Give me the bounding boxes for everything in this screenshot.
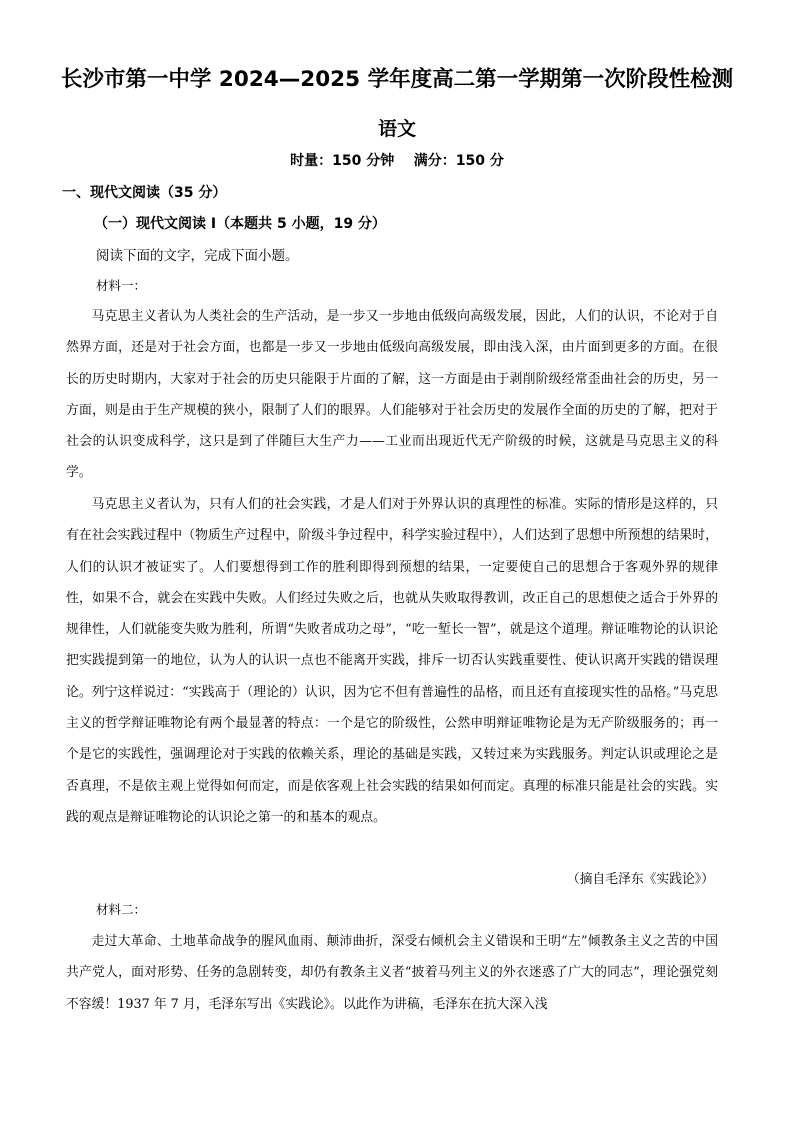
exam-meta: 时量：150 分钟 满分：150 分	[290, 153, 504, 169]
subsection-heading: （一）现代文阅读 I（本题共 5 小题，19 分）	[94, 216, 386, 232]
material-two-label: 材料二：	[96, 902, 147, 917]
exam-subject: 语文	[377, 118, 416, 140]
exam-title: 长沙市第一中学 2024—2025 学年度高二第一学期第一次阶段性检测	[60, 67, 734, 92]
material-one-paragraph: 马克思主义者认为，只有人们的社会实践，才是人们对于外界认识的真理性的标准。实际的情形是这样的，只有在社会实践过程中（物质生产过程中，阶级斗争过程中，科学实验过程中），人们达到了思想中所预想的结果时，人们的认识才被证实了。人们要想得到工作的胜利即得到预想的结果，一定要使自己的思想合于客观外界的规律性，如果不合，就会在实践中失败。人们经过失败之后，也就从失败取得教训，改正自己的思想使之适合于外界的规律性，人们就能变失败为胜利，所谓“失败者成功之母”，“吃一堑长一智”，就是这个道理。辩证唯物论的认识论把实践提到第一的地位，认为人的认识一点也不能离开实践，排斥一切否认实践重要性、使认识离开实践的错误理论。列宁这样说过：“实践高于（理论的）认识，因为它不但有普遍性的品格，而且还有直接现实性的品格。”马克思主义的哲学辩证唯物论有两个最显著的特点：一个是它的阶级性，公然申明辩证唯物论是为无产阶级服务的；再一个是它的实践性，强调理论对于实践的依赖关系，理论的基础是实践，又转过来为实践服务。判定认识或理论之是否真理，不是依主观上觉得如何而定，而是依客观上社会实践的结果如何而定。真理的标准只能是社会的实践。实践的观点是辩证唯物论的认识论之第一的和基本的观点。	[66, 497, 718, 825]
section-heading: 一、现代文阅读（35 分）	[62, 185, 227, 201]
reading-instruction: 阅读下面的文字，完成下面小题。	[96, 248, 299, 264]
material-one-source: （摘自毛泽东《实践论》）	[566, 872, 714, 887]
material-one-paragraph: 马克思主义者认为人类社会的生产活动，是一步又一步地由低级向高级发展，因此，人们的认识，不论对于自然界方面，还是对于社会方面，也都是一步又一步地由低级向高级发展，即由浅入深，由片面到更多的方面。在很长的历史时期内，大家对于社会的历史只能限于片面的了解，这一方面是由于剥削阶级经常歪曲社会的历史，另一方面，则是由于生产规模的狭小，限制了人们的眼界。人们能够对于社会历史的发展作全面的历史的了解，把对于社会的认识变成科学，这只是到了伴随巨大生产力——工业而出现近代无产阶级的时候，这就是马克思主义的科学。	[66, 309, 718, 481]
material-one-label: 材料一：	[96, 278, 147, 293]
material-two-paragraph: 走过大革命、土地革命战争的腥风血雨、颠沛曲折，深受右倾机会主义错误和王明“左”倾教条主义之苦的中国共产党人，面对形势、任务的急剧转变，却仍有教条主义者“披着马列主义的外衣迷惑了广大的同志”，理论强党刻不容缓！1937 年 7 月，毛泽东写出《实践论》。以此作为讲稿，毛泽东在抗大深入浅	[66, 934, 718, 1012]
